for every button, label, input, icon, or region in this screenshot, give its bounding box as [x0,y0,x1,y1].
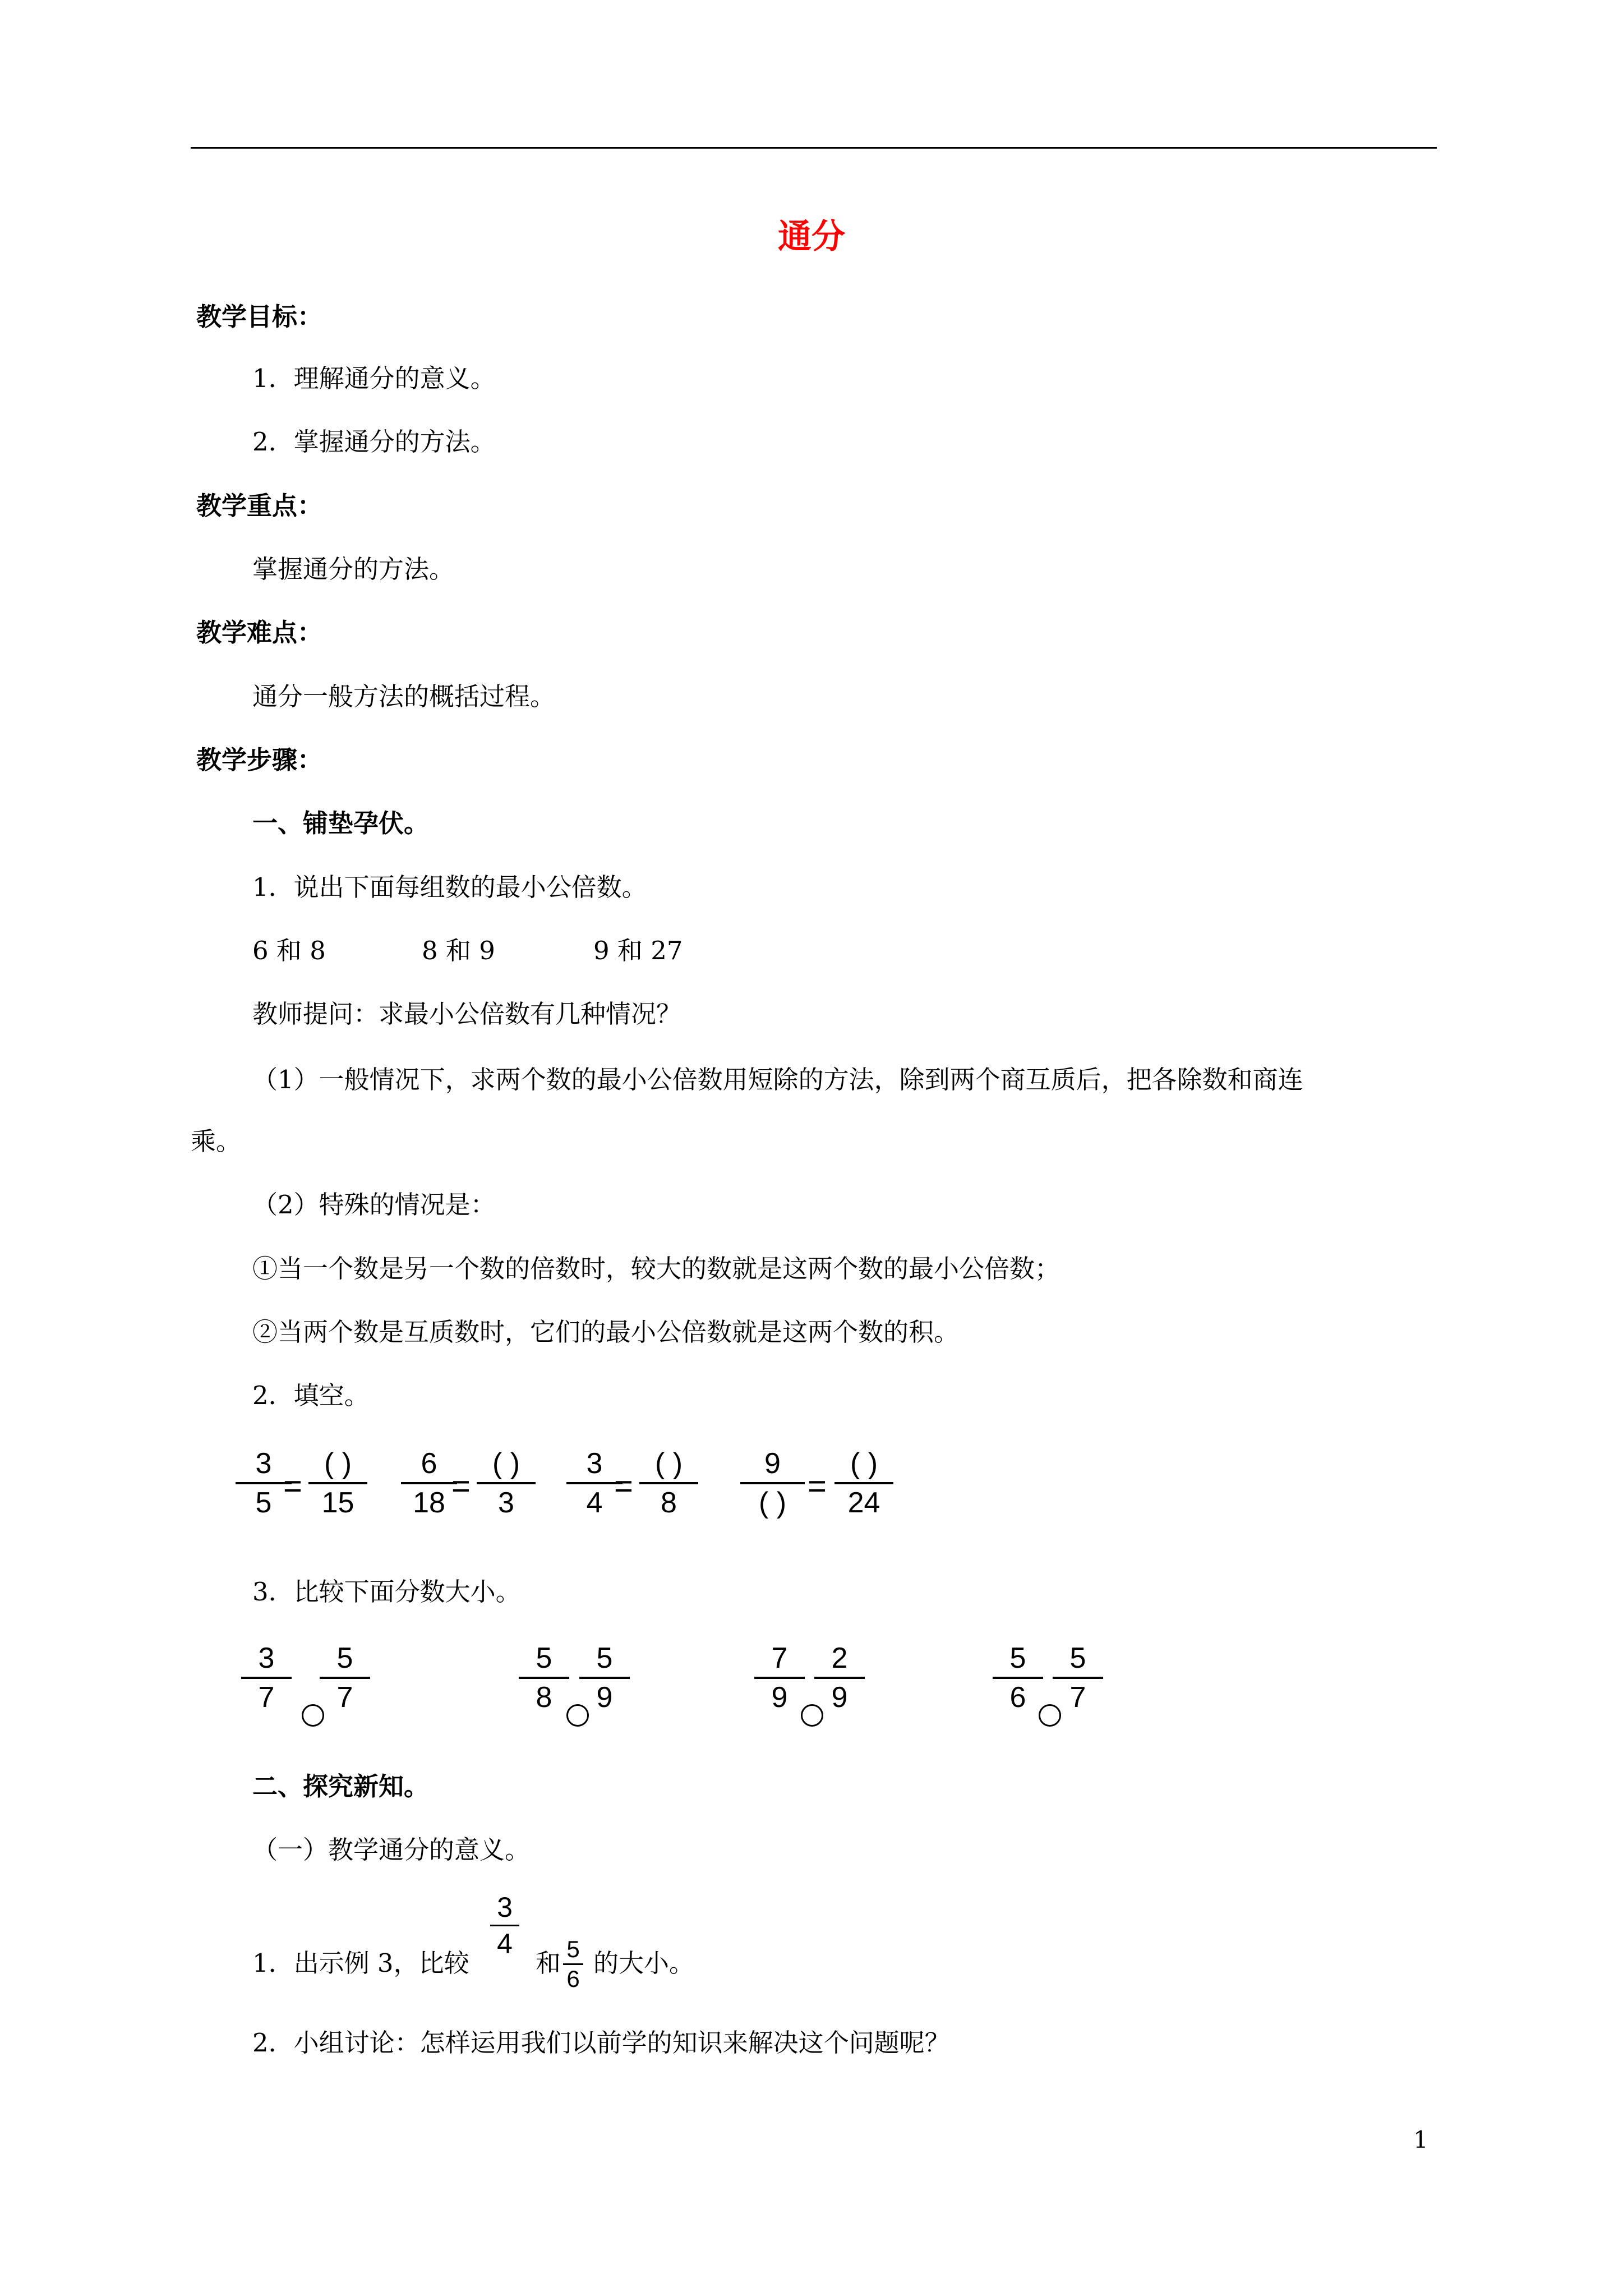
example-and: 和 [536,1948,561,1978]
example-fraction-2: 5 6 [561,1935,585,1993]
compare-2-b: 5 9 [579,1641,630,1715]
compare-1-b: 5 7 [320,1641,370,1715]
part1-item1: 1．说出下面每组数的最小公倍数。 [252,872,647,902]
part1-item3: 3．比较下面分数大小。 [252,1577,521,1607]
lcm-pair-1: 6 和 8 [252,936,326,965]
header-rule [191,147,1437,149]
lcm-pair-3: 9 和 27 [593,936,683,965]
fill-1-right: ( ) 15 [308,1446,367,1520]
part1-item2: 2．填空。 [252,1381,370,1410]
fill-2-equals: = [451,1468,471,1504]
part2-sub1: （一）教学通分的意义。 [252,1835,531,1865]
part2-item2: 2．小组讨论：怎样运用我们以前学的知识来解决这个问题呢？ [252,2028,950,2058]
page-title: 通分 [778,217,845,256]
case2-heading: （2）特殊的情况是： [252,1190,496,1220]
fill-4-left: 9 ( ) [740,1446,805,1520]
case2-b: ②当两个数是互质数时，它们的最小公倍数就是这两个数的积。 [252,1317,960,1347]
lcm-pair-2: 8 和 9 [422,936,495,965]
compare-3-b: 2 9 [814,1641,865,1715]
compare-4-b: 5 7 [1053,1641,1103,1715]
difficulty-text: 通分一般方法的概括过程。 [252,682,556,711]
key-text: 掌握通分的方法。 [252,554,455,584]
fill-3-left: 3 4 [566,1446,623,1520]
example-suffix: 的大小。 [593,1948,695,1978]
steps-label: 教学步骤： [196,745,323,775]
part2-heading: 二、探究新知。 [252,1772,430,1801]
example-fraction-1: 3 4 [488,1890,522,1961]
fill-2-right: ( ) 3 [477,1446,536,1520]
goal-1: 1．理解通分的意义。 [252,364,496,393]
compare-2-a: 5 8 [519,1641,569,1715]
part1-heading: 一、铺垫孕伏。 [252,808,430,838]
page-number: 1 [1413,2126,1428,2154]
compare-3-a: 7 9 [754,1641,805,1715]
key-label: 教学重点： [196,491,323,521]
fill-1-equals: = [283,1468,302,1504]
teacher-question: 教师提问：求最小公倍数有几种情况？ [252,999,682,1029]
fill-3-right: ( ) 8 [639,1446,698,1520]
fill-4-equals: = [808,1468,827,1504]
fill-1-left: 3 5 [236,1446,292,1520]
case1-line2: 乘。 [191,1126,242,1156]
fill-4-right: ( ) 24 [834,1446,893,1520]
goals-label: 教学目标： [196,302,323,332]
fill-2-left: 6 18 [401,1446,457,1520]
difficulty-label: 教学难点： [196,618,323,647]
fill-3-equals: = [614,1468,633,1504]
compare-1-a: 3 7 [241,1641,292,1715]
compare-4-a: 5 6 [993,1641,1043,1715]
goal-2: 2．掌握通分的方法。 [252,427,496,457]
case1-line1: （1）一般情况下，求两个数的最小公倍数用短除的方法，除到两个商互质后，把各除数和商连 [252,1065,1303,1094]
example-prefix: 1．出示例 3，比较 [252,1948,469,1978]
case2-a: ①当一个数是另一个数的倍数时，较大的数就是这两个数的最小公倍数； [252,1254,1061,1283]
